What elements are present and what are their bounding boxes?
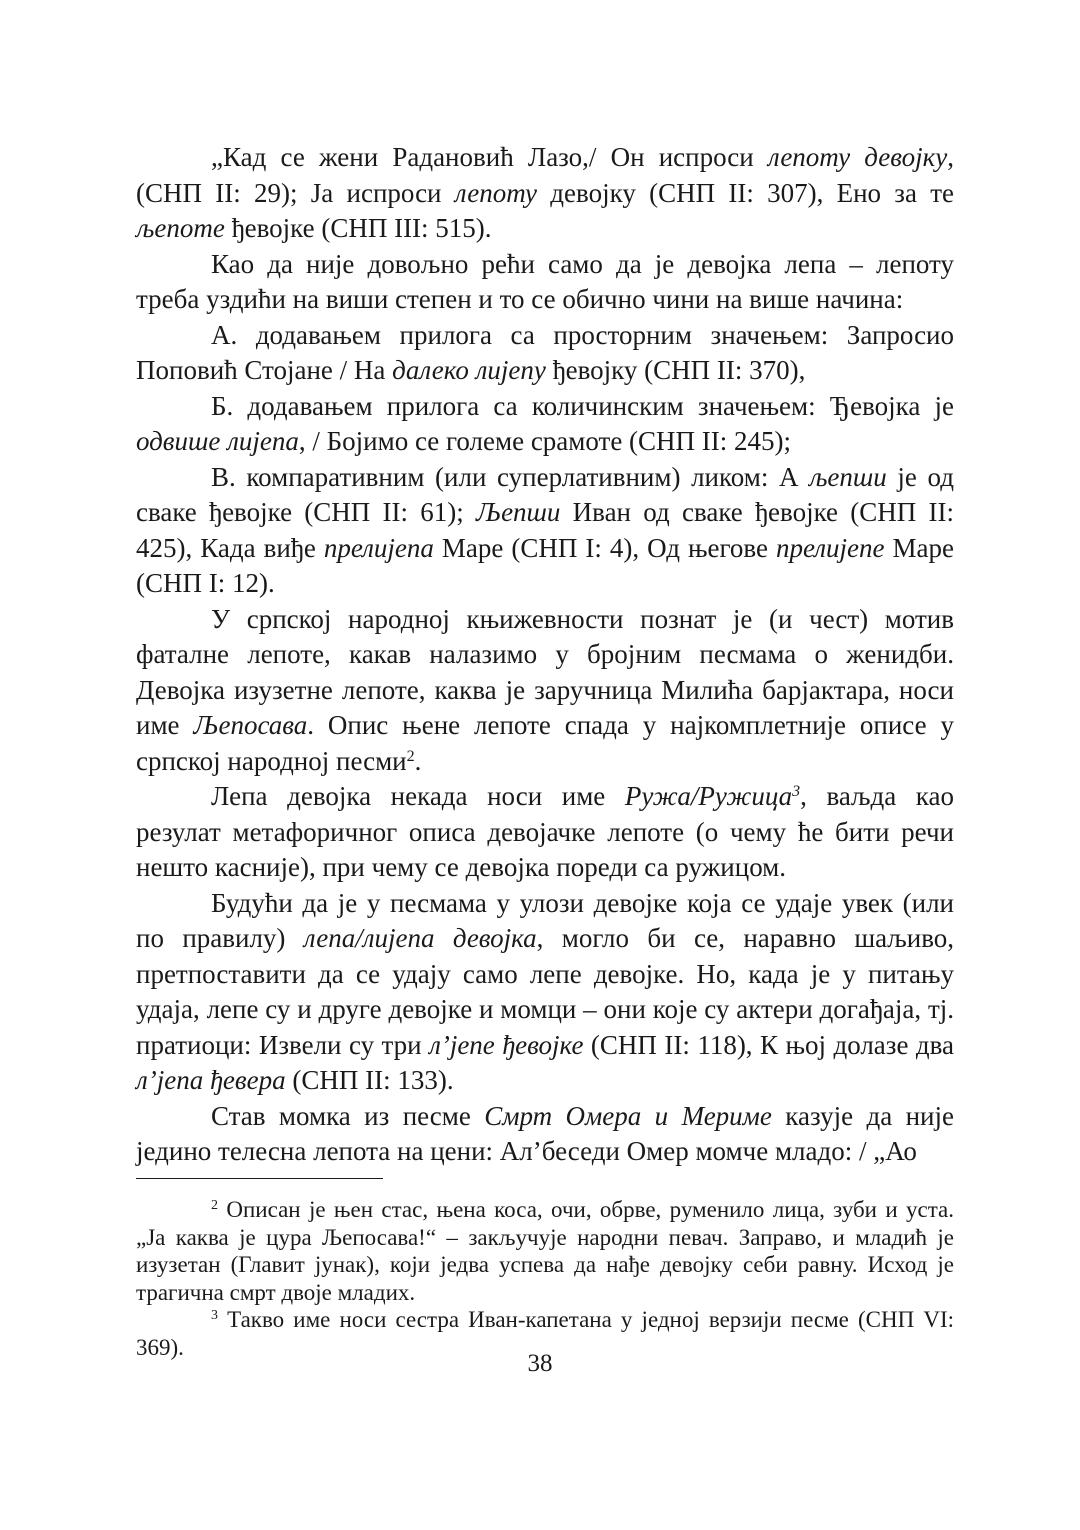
text-run: , (СНП II: 29); Ја испроси bbox=[136, 142, 954, 208]
text-run: В. компаративним (или суперлативним) ликом: А bbox=[211, 461, 810, 492]
paragraph bbox=[136, 1099, 954, 1170]
text-run: „Кад се жени Радановић Лазо,/ Он испроси bbox=[211, 142, 768, 172]
italic-run: одвише лијепа bbox=[136, 426, 299, 456]
footnote-marker: 2 bbox=[211, 1198, 218, 1213]
italic-run: Ружа/Ружица bbox=[624, 781, 793, 811]
footnote-divider bbox=[136, 1178, 383, 1179]
italic-run: л’јепе ђевојке bbox=[429, 1029, 584, 1060]
text-run: А. додавањем прилога са просторним значењем: Запросио Поповић Стојане / На bbox=[136, 319, 954, 385]
text-run: казује да није једино телесна лепота на цени: Ал’беседи Омер момче младо: / „Ао bbox=[136, 1100, 954, 1166]
text-run: Иван од сваке ђевојке (СНП II: 425), Када виђе bbox=[136, 497, 955, 563]
text-run: девојку (СНП II: 307), Ено за те bbox=[537, 177, 955, 208]
text-run: (СНП II: 118), К њој долазе два bbox=[583, 1029, 955, 1060]
footnote-marker: 2 bbox=[406, 747, 415, 765]
text-run: Б. додавањем прилога са количинским значењем: Ђевојка је bbox=[211, 390, 954, 421]
text-run: Као да није довољно рећи само да је девојка лепа – лепоту треба уздићи на виши степен и то се обично чини на више начина: bbox=[136, 248, 954, 314]
text-run: Став момка из песме bbox=[211, 1100, 485, 1131]
italic-run: Љепши bbox=[476, 497, 561, 527]
footnotes bbox=[136, 1196, 954, 1361]
italic-run: Смрт Омера и Мериме bbox=[484, 1100, 772, 1131]
italic-run: лепоту bbox=[454, 177, 538, 208]
text-run: ђевојку (СНП II: 370), bbox=[545, 355, 806, 385]
text-run: Маре (СНП I: 12). bbox=[136, 532, 954, 598]
paragraph bbox=[136, 389, 954, 460]
paragraph bbox=[136, 602, 954, 780]
text-run: , могло би се, наравно шаљиво, претпоставити да се удају само лепе девојке. Но, када је у питању удаја, лепе су и друге девојке и момци – они које су актери догађаја, тј. пратиоци: Извели су три bbox=[136, 923, 955, 1060]
paragraph bbox=[136, 779, 954, 886]
italic-run: прелијепе bbox=[775, 532, 885, 563]
text-run: , / Бојимо се големе срамоте (СНП II: 245); bbox=[298, 426, 792, 456]
text-run: У српској народној књижевности познат је (и чест) мотив фаталне лепоте, какав налазимо у бројним песмама о женидби. Девојка изузетне лепоте, каква је заручница Милића барјактара, носи име bbox=[136, 603, 954, 740]
paragraph bbox=[136, 247, 954, 318]
text-run: Такво име носи сестра Иван-капетана у једној верзији песме (СНП VI: 369). bbox=[136, 1307, 954, 1360]
paragraph bbox=[136, 886, 954, 1099]
page-number: 38 bbox=[527, 1350, 553, 1377]
page-body bbox=[136, 140, 954, 1170]
text-run: Маре (СНП I: 4), Од његове bbox=[433, 532, 776, 563]
text-run: , ваљда као резулат метафоричног описа девојачке лепоте (о чему ће бити речи нешто касније), при чему се девојка пореди са ружицом. bbox=[136, 781, 954, 882]
text-run: ђевојке (СНП III: 515). bbox=[224, 213, 492, 243]
italic-run: прелијепа bbox=[323, 532, 434, 563]
text-run: (СНП II: 133). bbox=[285, 1065, 454, 1095]
italic-run: љепши bbox=[809, 461, 887, 492]
paragraph bbox=[136, 318, 954, 389]
paragraph bbox=[136, 140, 954, 247]
italic-run: Љепосава bbox=[193, 710, 308, 740]
text-run: . bbox=[414, 745, 422, 776]
footnote-marker: 3 bbox=[211, 1308, 218, 1323]
italic-run: лепа/лијепа девојка bbox=[303, 923, 537, 953]
footnote-marker: 3 bbox=[792, 783, 801, 800]
text-run: Описан је њен стас, њена коса, очи, обрве, руменило лица, зуби и уста. „Ја каква је цура Љепосава!“ – закључује народни певач. Заправо, и младић је изузетан (Главит јунак), који једва успева да нађе девојку себи равну. Исход је трагична смрт двоје младих. bbox=[136, 1197, 954, 1305]
paragraph bbox=[136, 460, 954, 602]
text-run: Лепа девојка некада носи име bbox=[211, 781, 625, 811]
italic-run: љепоте bbox=[136, 213, 225, 243]
text-run: Будући да је у песмама у улози девојке која се удаје увек (или по правилу) bbox=[136, 887, 954, 953]
italic-run: лепоту девојку bbox=[767, 142, 948, 172]
text-run: је од сваке ђевојке (СНП II: 61); bbox=[136, 461, 954, 527]
italic-run: далеко лијепу bbox=[392, 355, 546, 385]
body-text bbox=[136, 140, 954, 1170]
footnote bbox=[136, 1196, 954, 1306]
italic-run: л’јепа ђевера bbox=[136, 1065, 286, 1095]
text-run: . Опис њене лепоте спада у најкомплетније описе у српској народној песми bbox=[136, 710, 954, 776]
